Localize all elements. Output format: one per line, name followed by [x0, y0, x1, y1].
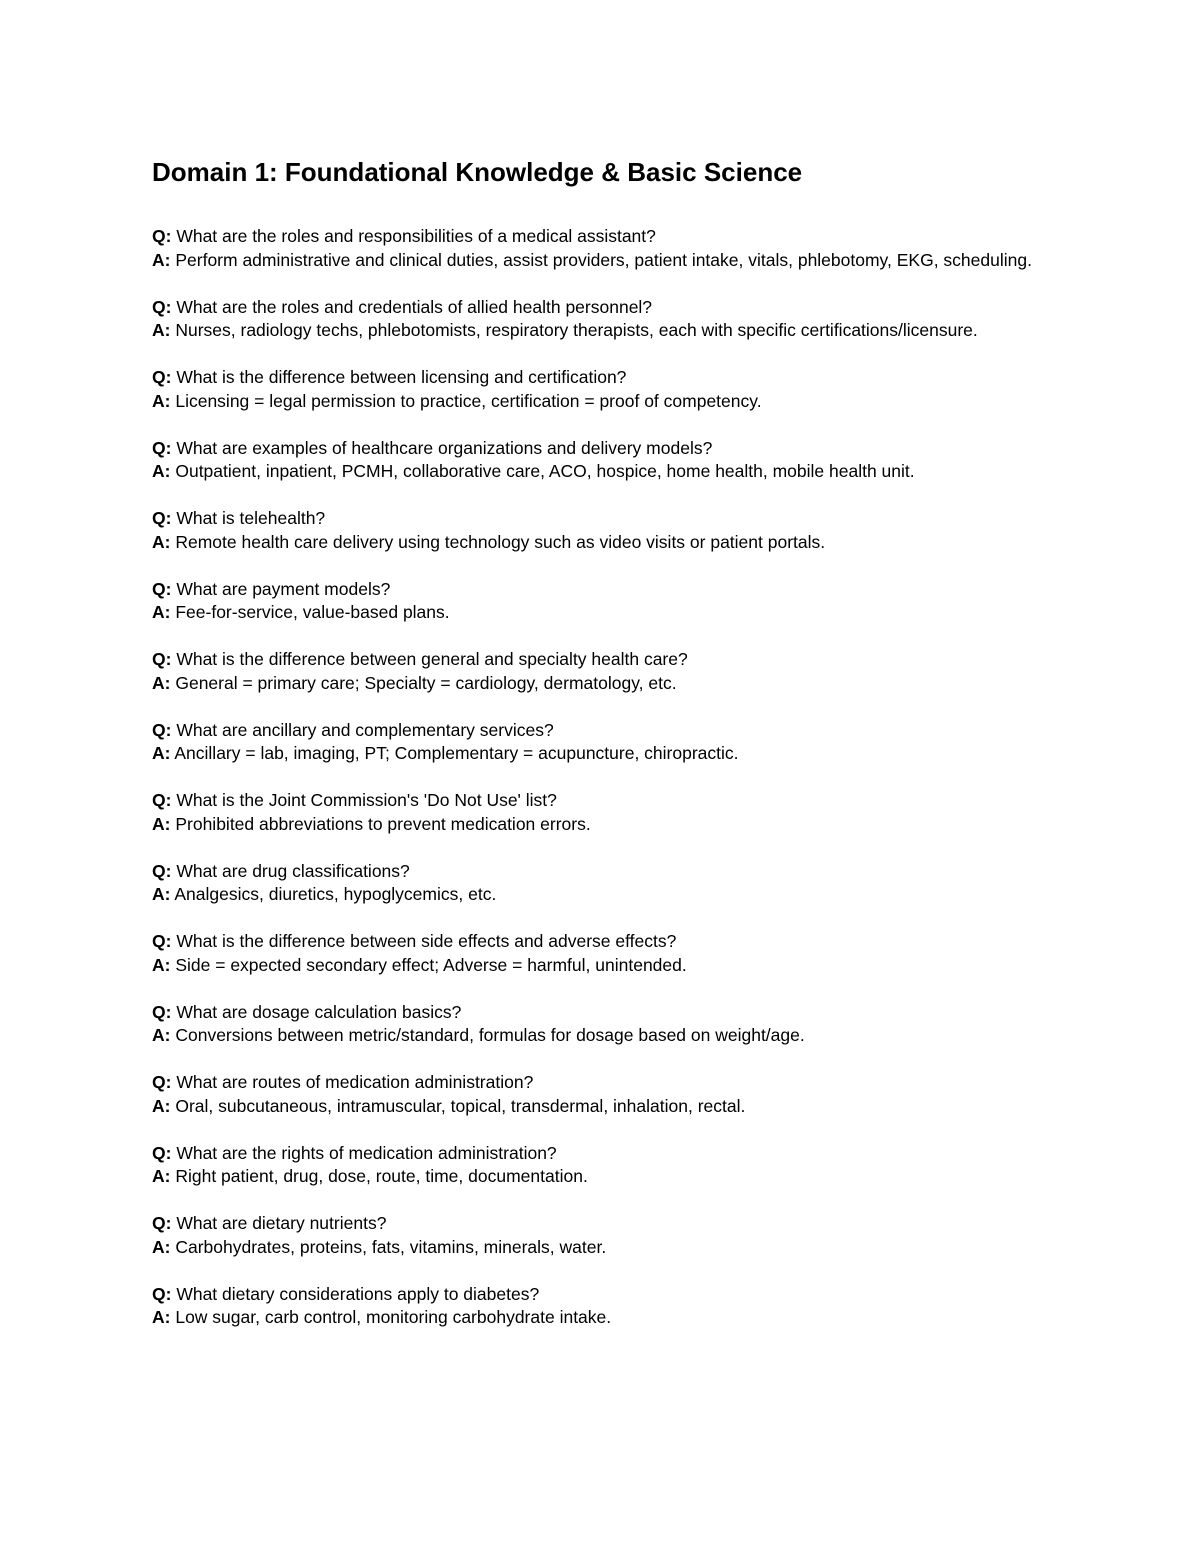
qa-item: [152, 1142, 1052, 1189]
answer-label: A:: [152, 743, 171, 763]
question-label: Q:: [152, 1072, 172, 1092]
question-text: What are examples of healthcare organizations and delivery models?: [176, 437, 713, 458]
qa-item: [152, 1283, 1052, 1330]
qa-list: [152, 225, 1052, 1353]
answer-text: Right patient, drug, dose, route, time, documentation.: [175, 1166, 588, 1186]
question-text: What are dietary nutrients?: [176, 1213, 387, 1233]
question-line: [152, 296, 1052, 320]
page-title: Domain 1: Foundational Knowledge & Basic Science: [152, 157, 803, 187]
question-label: Q:: [152, 508, 172, 528]
question-line: [152, 648, 1052, 672]
qa-item: [152, 1212, 1052, 1259]
qa-item: [152, 930, 1052, 977]
answer-line: [152, 1095, 1052, 1119]
answer-line: [152, 249, 1052, 273]
answer-text: Conversions between metric/standard, formulas for dosage based on weight/age.: [175, 1025, 805, 1045]
answer-line: [152, 1024, 1052, 1048]
qa-item: [152, 719, 1052, 766]
question-text: What are drug classifications?: [176, 860, 410, 881]
question-label: Q:: [152, 226, 172, 246]
question-text: What are the rights of medication administration?: [176, 1142, 557, 1163]
question-label: Q:: [152, 1142, 172, 1163]
answer-line: [152, 813, 1052, 837]
question-label: Q:: [152, 367, 172, 387]
answer-text: Analgesics, diuretics, hypoglycemics, etc.: [174, 884, 497, 904]
qa-item: [152, 860, 1052, 907]
question-line: [152, 366, 1052, 390]
question-line: [152, 578, 1052, 602]
answer-text: Perform administrative and clinical duties, assist providers, patient intake, vitals, phlebotomy, EKG, scheduling.: [175, 249, 1032, 270]
answer-label: A:: [152, 672, 171, 693]
answer-text: Ancillary = lab, imaging, PT; Complementary = acupuncture, chiropractic.: [174, 743, 739, 763]
answer-line: [152, 390, 1052, 414]
question-line: [152, 860, 1052, 884]
question-text: What dietary considerations apply to diabetes?: [176, 1283, 540, 1304]
question-text: What is the difference between side effects and adverse effects?: [176, 931, 677, 951]
qa-item: [152, 648, 1052, 695]
qa-item: [152, 225, 1052, 272]
answer-label: A:: [152, 954, 171, 975]
question-label: Q:: [152, 931, 172, 951]
qa-item: [152, 1071, 1052, 1118]
answer-line: [152, 672, 1052, 696]
question-line: [152, 1001, 1052, 1025]
answer-text: Side = expected secondary effect; Adverse = harmful, unintended.: [175, 954, 687, 975]
question-line: [152, 437, 1052, 461]
question-label: Q:: [152, 860, 172, 881]
answer-line: [152, 319, 1052, 343]
answer-text: Carbohydrates, proteins, fats, vitamins, minerals, water.: [175, 1236, 607, 1257]
answer-label: A:: [152, 1236, 171, 1257]
answer-label: A:: [152, 531, 171, 552]
answer-line: [152, 1306, 1052, 1330]
qa-item: [152, 578, 1052, 625]
question-line: [152, 930, 1052, 954]
answer-label: A:: [152, 320, 171, 340]
question-line: [152, 1071, 1052, 1095]
qa-item: [152, 296, 1052, 343]
answer-text: Remote health care delivery using technology such as video visits or patient portals.: [175, 531, 826, 552]
qa-item: [152, 366, 1052, 413]
question-label: Q:: [152, 790, 172, 810]
question-line: [152, 1283, 1052, 1307]
answer-line: [152, 742, 1052, 766]
question-text: What are dosage calculation basics?: [176, 1001, 462, 1022]
answer-line: [152, 460, 1052, 484]
qa-item: [152, 437, 1052, 484]
question-line: [152, 1212, 1052, 1236]
qa-item: [152, 1001, 1052, 1048]
answer-text: Licensing = legal permission to practice, certification = proof of competency.: [175, 390, 762, 411]
question-text: What are the roles and credentials of allied health personnel?: [176, 296, 653, 317]
question-line: [152, 719, 1052, 743]
answer-label: A:: [152, 1095, 171, 1116]
answer-line: [152, 883, 1052, 907]
answer-label: A:: [152, 1166, 171, 1186]
qa-item: [152, 789, 1052, 836]
question-line: [152, 1142, 1052, 1166]
question-label: Q:: [152, 1213, 172, 1233]
question-label: Q:: [152, 1283, 172, 1304]
answer-label: A:: [152, 1307, 171, 1327]
answer-text: General = primary care; Specialty = cardiology, dermatology, etc.: [175, 672, 677, 693]
answer-label: A:: [152, 1025, 171, 1045]
question-text: What are payment models?: [176, 578, 391, 599]
question-text: What is telehealth?: [176, 508, 326, 528]
answer-text: Oral, subcutaneous, intramuscular, topical, transdermal, inhalation, rectal.: [175, 1095, 746, 1116]
question-text: What is the Joint Commission's 'Do Not Use' list?: [176, 790, 557, 810]
answer-label: A:: [152, 813, 171, 834]
answer-text: Nurses, radiology techs, phlebotomists, respiratory therapists, each with specific certifications/licensure.: [175, 320, 978, 340]
answer-line: [152, 1236, 1052, 1260]
question-label: Q:: [152, 649, 172, 669]
question-line: [152, 225, 1052, 249]
answer-label: A:: [152, 461, 171, 481]
question-text: What are routes of medication administration?: [176, 1072, 534, 1092]
question-text: What are the roles and responsibilities of a medical assistant?: [176, 226, 656, 246]
answer-text: Prohibited abbreviations to prevent medication errors.: [175, 813, 591, 834]
question-line: [152, 507, 1052, 531]
answer-text: Outpatient, inpatient, PCMH, collaborative care, ACO, hospice, home health, mobile health unit.: [175, 461, 915, 481]
answer-label: A:: [152, 602, 171, 622]
question-text: What is the difference between general and specialty health care?: [176, 649, 688, 669]
answer-label: A:: [152, 249, 171, 270]
question-label: Q:: [152, 296, 172, 317]
answer-line: [152, 1165, 1052, 1189]
answer-label: A:: [152, 390, 171, 411]
answer-line: [152, 954, 1052, 978]
question-label: Q:: [152, 578, 172, 599]
question-text: What is the difference between licensing and certification?: [176, 367, 627, 387]
question-label: Q:: [152, 719, 172, 740]
question-line: [152, 789, 1052, 813]
question-label: Q:: [152, 437, 172, 458]
answer-text: Fee-for-service, value-based plans.: [175, 602, 450, 622]
answer-line: [152, 531, 1052, 555]
answer-line: [152, 601, 1052, 625]
answer-label: A:: [152, 884, 171, 904]
question-text: What are ancillary and complementary services?: [176, 719, 554, 740]
answer-text: Low sugar, carb control, monitoring carbohydrate intake.: [175, 1307, 612, 1327]
question-label: Q:: [152, 1001, 172, 1022]
qa-item: [152, 507, 1052, 554]
